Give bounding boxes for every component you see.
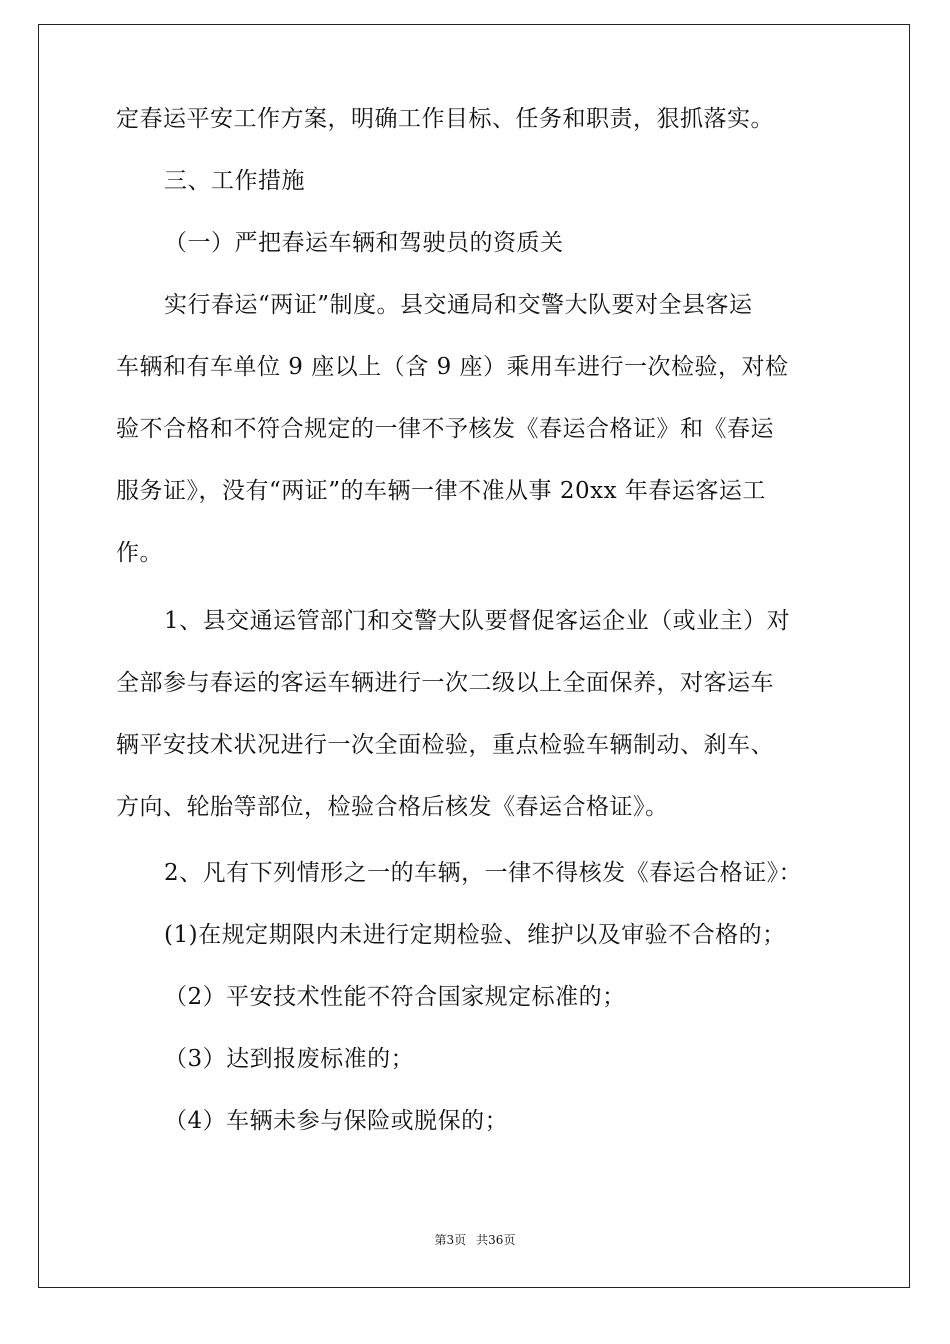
- section-heading: 三、工作措施: [164, 168, 305, 194]
- list-item: (1)在规定期限内未进行定期检验、维护以及审验不合格的；: [164, 922, 786, 948]
- text-line: 服务证》，没有“两证”的车辆一律不准从事 20xx 年春运客运工: [116, 478, 766, 504]
- text-line: 定春运平安工作方案，明确工作目标、任务和职责，狠抓落实。: [116, 106, 774, 132]
- list-item: （4）车辆未参与保险或脱保的；: [164, 1108, 509, 1134]
- text-line: 2、凡有下列情形之一的车辆，一律不得核发《春运合格证》：: [164, 860, 803, 886]
- page-frame: [38, 24, 910, 1288]
- text-line: 1、县交通运管部门和交警大队要督促客运企业（或业主）对: [164, 608, 791, 634]
- list-item: （3）达到报废标准的；: [164, 1046, 415, 1072]
- page-total: 共36页: [476, 1233, 516, 1247]
- list-item: （2）平安技术性能不符合国家规定标准的；: [164, 984, 626, 1010]
- text-line: 辆平安技术状况进行一次全面检验，重点检验车辆制动、刹车、: [116, 732, 774, 758]
- text-line: 作。: [116, 540, 163, 566]
- text-line: 车辆和有车单位 9 座以上（含 9 座）乘用车进行一次检验，对检: [116, 354, 789, 380]
- text-line: 全部参与春运的客运车辆进行一次二级以上全面保养，对客运车: [116, 670, 774, 696]
- subsection-heading: （一）严把春运车辆和驾驶员的资质关: [164, 230, 564, 256]
- page-number: 第3页: [434, 1233, 467, 1247]
- text-line: 验不合格和不符合规定的一律不予核发《春运合格证》和《春运: [116, 416, 774, 442]
- page-footer: [0, 1232, 950, 1248]
- text-line: 实行春运“两证”制度。县交通局和交警大队要对全县客运: [164, 292, 753, 318]
- text-line: 方向、轮胎等部位，检验合格后核发《春运合格证》。: [116, 794, 669, 820]
